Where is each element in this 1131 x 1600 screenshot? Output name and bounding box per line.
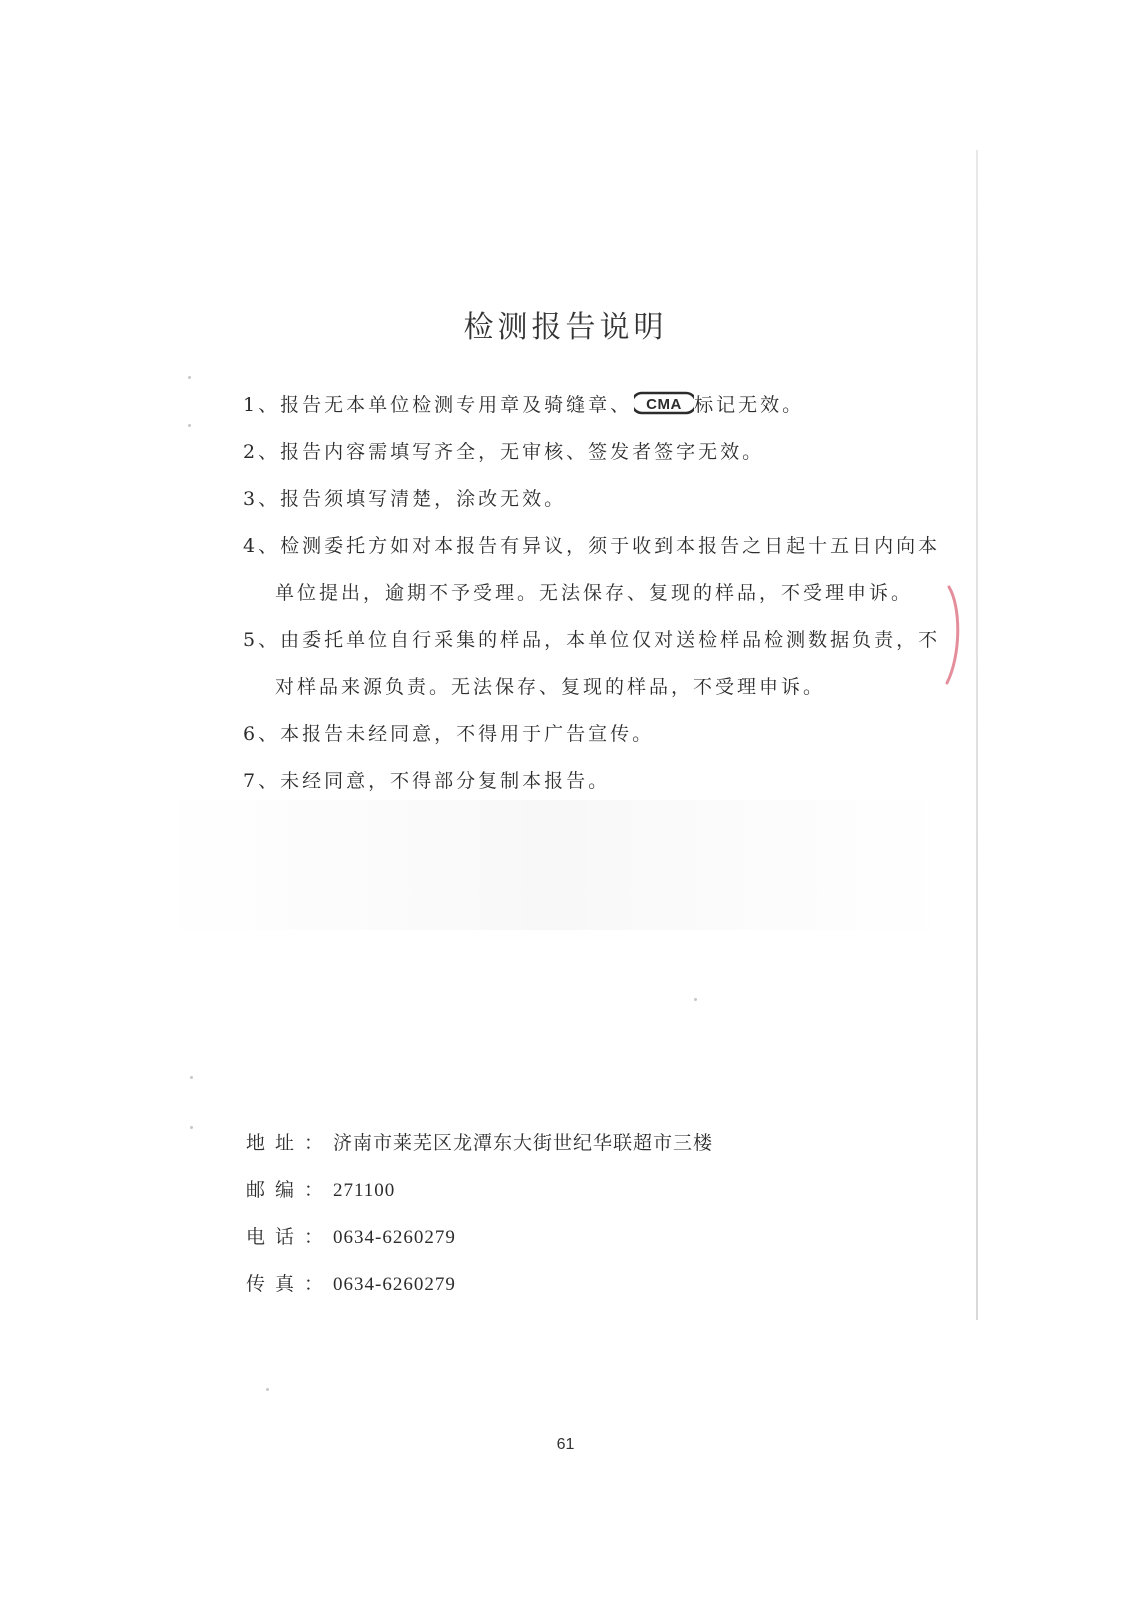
rule-number: 4、 <box>243 535 281 557</box>
rule-item-4 <box>243 523 941 570</box>
rule-number: 1、 <box>243 394 281 416</box>
fax-label: 传真： <box>246 1273 334 1295</box>
scan-speck <box>190 1126 193 1129</box>
scan-speck <box>188 376 191 379</box>
rule-item-7 <box>243 758 903 805</box>
rule-item-3 <box>243 476 903 523</box>
scan-speck <box>188 424 191 427</box>
rule-item-5 <box>243 617 941 664</box>
rule-item-5-continued <box>243 664 903 711</box>
address-value: 济南市莱芜区龙潭东大街世纪华联超市三楼 <box>333 1133 714 1154</box>
postcode-row <box>246 1167 713 1214</box>
rule-item-4-continued <box>243 570 914 617</box>
rule-text: 由委托单位自行采集的样品，本单位仅对送检样品检测数据负责，不 <box>280 629 941 651</box>
seal-fragment-icon <box>935 585 965 685</box>
fax-value: 0634-6260279 <box>333 1274 456 1295</box>
rules-list <box>243 382 941 805</box>
rule-number: 6、 <box>243 723 281 745</box>
phone-value: 0634-6260279 <box>333 1227 456 1248</box>
document-title: 检测报告说明 <box>463 310 668 346</box>
scan-shade <box>160 800 950 930</box>
rule-number: 5、 <box>243 629 281 651</box>
phone-label: 电话： <box>246 1226 334 1248</box>
page-number: 61 <box>556 1436 575 1453</box>
phone-row <box>246 1214 713 1261</box>
rule-text: 本报告未经同意，不得用于广告宣传。 <box>280 723 655 745</box>
scan-speck <box>266 1388 269 1391</box>
scan-speck <box>694 998 697 1001</box>
rule-text: 报告须填写清楚，涂改无效。 <box>280 488 567 510</box>
rule-number: 7、 <box>243 770 281 792</box>
postcode-label: 邮编： <box>246 1179 334 1201</box>
address-row <box>246 1120 713 1167</box>
rule-text: 未经同意，不得部分复制本报告。 <box>280 770 611 792</box>
rule-text-continuation: 对样品来源负责。无法保存、复现的样品，不受理申诉。 <box>275 676 826 698</box>
rule-text: 报告无本单位检测专用章及骑缝章、 <box>280 394 633 416</box>
scan-speck <box>190 1076 193 1079</box>
rule-number: 2、 <box>243 441 281 463</box>
cma-mark-icon <box>634 391 694 415</box>
postcode-value: 271100 <box>333 1180 396 1201</box>
rule-item-2 <box>243 429 903 476</box>
rule-number: 3、 <box>243 488 281 510</box>
rule-text-continuation: 单位提出，逾期不予受理。无法保存、复现的样品，不受理申诉。 <box>275 582 914 604</box>
contact-block <box>246 1120 713 1308</box>
rule-text-after-mark: 标记无效。 <box>694 394 805 416</box>
rule-text: 报告内容需填写齐全，无审核、签发者签字无效。 <box>280 441 765 463</box>
fax-row <box>246 1261 713 1308</box>
rule-text: 检测委托方如对本报告有异议，须于收到本报告之日起十五日内向本 <box>280 535 941 557</box>
rule-item-6 <box>243 711 903 758</box>
cma-mark-text: CMA <box>646 396 682 413</box>
rule-item-1 <box>243 382 903 429</box>
address-label: 地址： <box>246 1132 334 1154</box>
